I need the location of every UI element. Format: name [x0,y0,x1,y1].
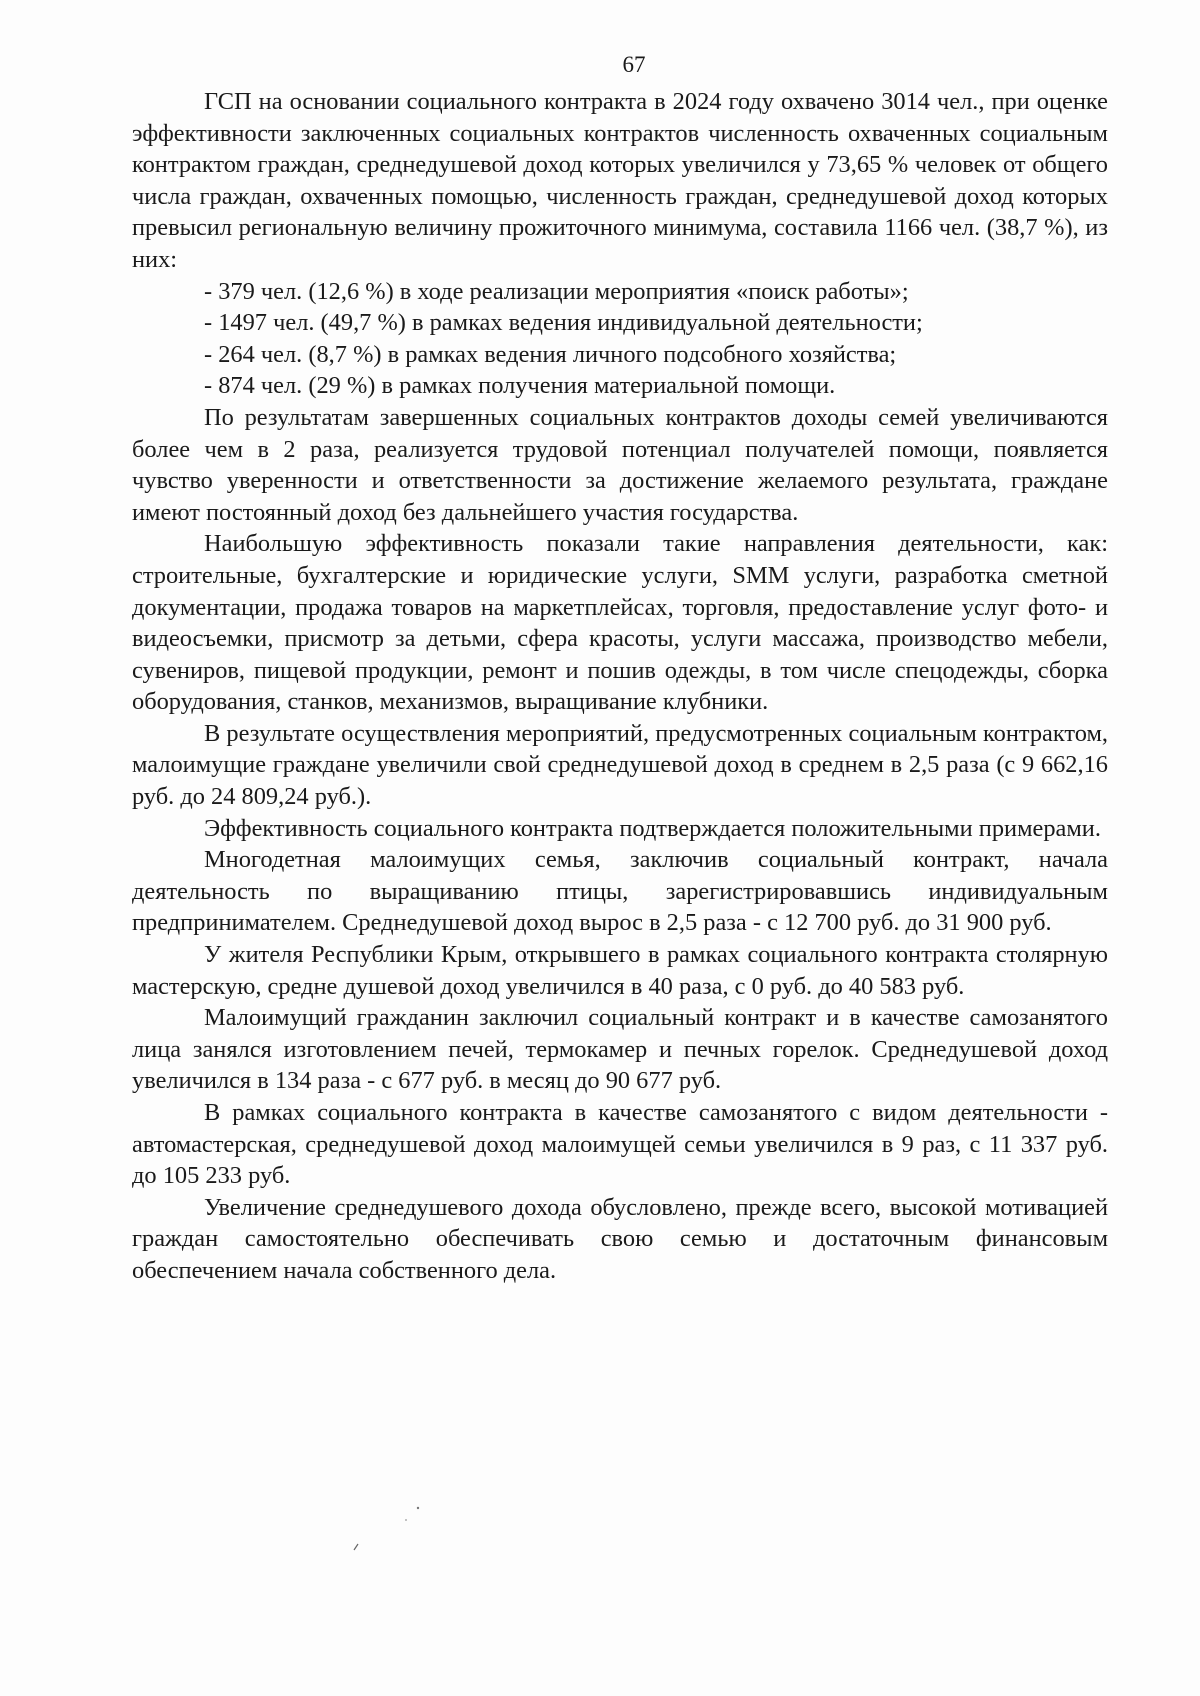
list-item: - 264 чел. (8,7 %) в рамках ведения личного подсобного хозяйства; [204,340,897,368]
list-item: - 1497 чел. (49,7 %) в рамках ведения индивидуальной деятельности; [204,309,923,337]
intro-paragraph: ГСП на основании социального контракта в 2024 году охвачено 3014 чел., при оценке эффективности заключенных социальных контрактов численность охваченных социальным контрактом граждан, среднедушевой доход которых увеличился у 73,65 % человек от общего числа граждан, охваченных помощью, численность граждан, среднедушевой доход которых превысил региональную величину прожиточного минимума, составила 1166 чел. (38,7 %), из них: [132,88,1108,273]
list-item: - 379 чел. (12,6 %) в ходе реализации мероприятия «поиск работы»; [204,277,909,305]
paragraph-example-poultry: Многодетная малоимущих семья, заключив социальный контракт, начала деятельность по выращиванию птицы, зарегистрировавшись индивидуальным предпринимателем. Среднедушевой доход вырос в 2,5 раза - с 12 700 руб. до 31 900 руб. [132,846,1108,937]
paragraph-directions: Наибольшую эффективность показали такие направления деятельности, как: строительные, бухгалтерские и юридические услуги, SMM услуги, разработка сметной документации, продажа товаров на маркетплейсах, торговля, предоставление услуг фото- и видеосъемки, присмотр за детьми, сфера красоты, услуги массажа, производство мебели, сувениров, пищевой продукции, ремонт и пошив одежды, в том числе спецодежды, сборка оборудования, станков, механизмов, выращивание клубники. [132,530,1108,716]
paragraph-results: По результатам завершенных социальных контрактов доходы семей увеличиваются более чем в 2 раза, реализуется трудовой потенциал получателей помощи, появляется чувство уверенности и ответственности за достижение желаемого результата, граждане имеют постоянный доход без дальнейшего участия государства. [132,403,1108,526]
scan-specks [350,1500,430,1560]
paragraph-income-growth: В результате осуществления мероприятий, предусмотренных социальным контрактом, малоимущие граждане увеличили свой среднедушевой доход в среднем в 2,5 раза (с 9 662,16 руб. до 24 809,24 руб.). [132,719,1108,811]
paragraph-example-carpentry: У жителя Республики Крым, открывшего в рамках социального контракта столярную мастерскую, средне душевой доход увеличился в 40 раза, с 0 руб. до 40 583 руб. [132,941,1108,1000]
paragraph-example-stoves: Малоимущий гражданин заключил социальный контракт и в качестве самозанятого лица занялся изготовлением печей, термокамер и печных горелок. Среднедушевой доход увеличился в 134 раза - с 677 руб. в месяц до 90 677 руб. [132,1004,1108,1095]
paragraph-example-auto: В рамках социального контракта в качестве самозанятого с видом деятельности - автомастерская, среднедушевой доход малоимущей семьи увеличился в 9 раз, с 11 337 руб. до 105 233 руб. [132,1099,1108,1190]
document-body [132,86,1108,1287]
list-item: - 874 чел. (29 %) в рамках получения материальной помощи. [204,372,836,400]
paragraph-efficiency: Эффективность социального контракта подтверждается положительными примерами. [204,814,1101,842]
page-number: 67 [622,52,646,77]
paragraph-conclusion: Увеличение среднедушевого дохода обусловлено, прежде всего, высокой мотивацией граждан самостоятельно обеспечивать свою семью и достаточным финансовым обеспечением начала собственного дела. [132,1193,1108,1284]
